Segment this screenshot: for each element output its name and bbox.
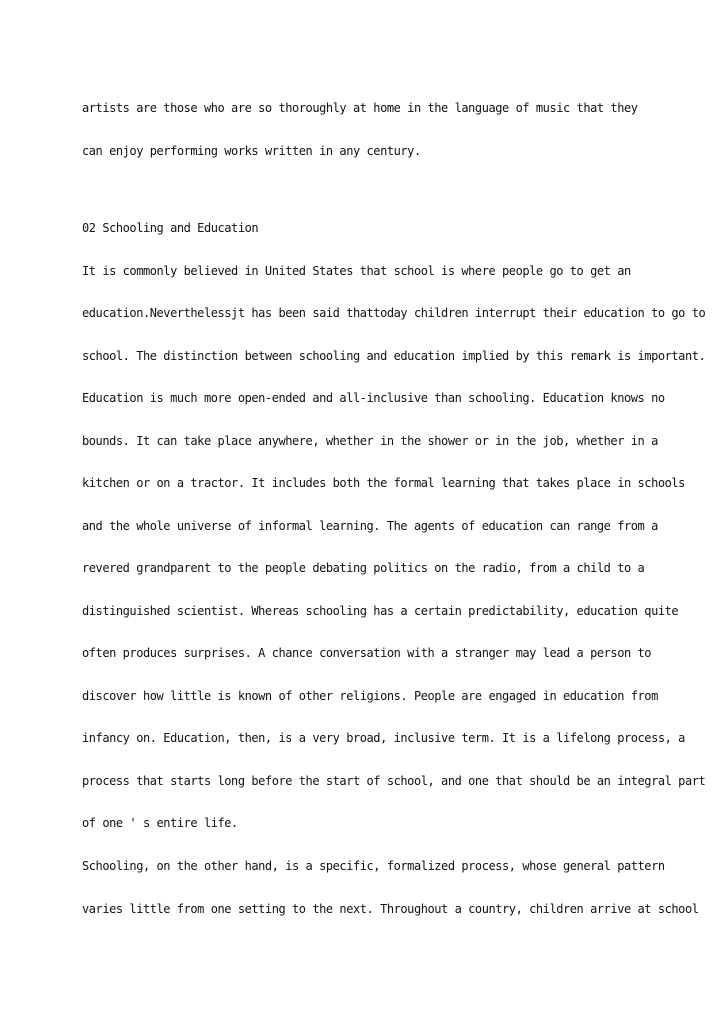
text-line: varies little from one setting to the next. Throughout a country, children arrive at school	[82, 902, 699, 916]
text-line: education.Neverthelessjt has been said thattoday children interrupt their education to go to	[82, 306, 706, 320]
text-line: process that starts long before the start of school, and one that should be an integral part	[82, 774, 706, 788]
text-line: distinguished scientist. Whereas schooling has a certain predictability, education quite	[82, 604, 679, 618]
text-line: bounds. It can take place anywhere, whether in the shower or in the job, whether in a	[82, 434, 658, 448]
text-line: discover how little is known of other religions. People are engaged in education from	[82, 689, 658, 703]
text-line: Schooling, on the other hand, is a specific, formalized process, whose general pattern	[82, 859, 665, 873]
text-line: and the whole universe of informal learning. The agents of education can range from a	[82, 519, 658, 533]
text-line: infancy on. Education, then, is a very broad, inclusive term. It is a lifelong process, a	[82, 731, 685, 745]
text-line: kitchen or on a tractor. It includes both the formal learning that takes place in schools	[82, 476, 685, 490]
text-line: can enjoy performing works written in any century.	[82, 144, 421, 158]
text-line: Education is much more open-ended and all-inclusive than schooling. Education knows no	[82, 391, 665, 405]
text-line: school. The distinction between schooling and education implied by this remark is important.	[82, 349, 706, 363]
text-line: It is commonly believed in United States that school is where people go to get an	[82, 264, 631, 278]
text-line: often produces surprises. A chance conversation with a stranger may lead a person to	[82, 646, 652, 660]
text-line: of one ' s entire life.	[82, 816, 238, 830]
section-heading: 02 Schooling and Education	[82, 221, 259, 235]
text-line: revered grandparent to the people debating politics on the radio, from a child to a	[82, 561, 645, 575]
text-line: artists are those who are so thoroughly at home in the language of music that they	[82, 101, 638, 115]
